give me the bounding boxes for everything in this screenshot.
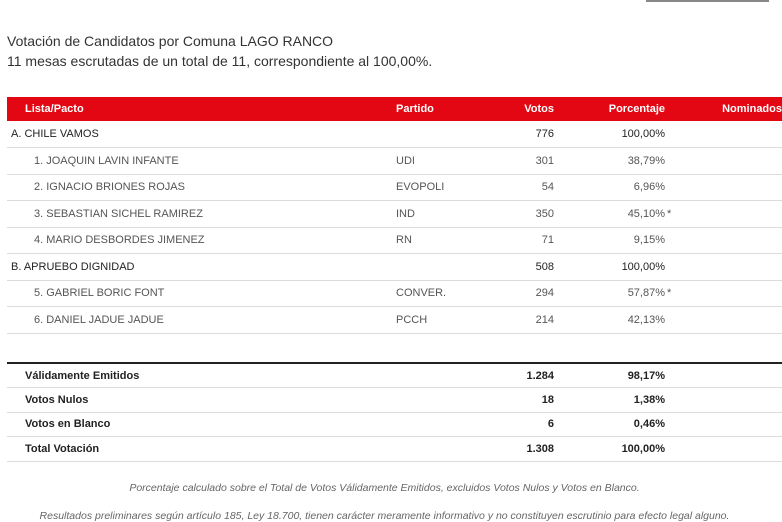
summary-row [7,437,782,462]
vote-percentage: 100,00% [556,254,667,281]
summary-votes: 1.308 [526,442,554,455]
candidate-name: 1. JOAQUIN LAVIN INFANTE [7,148,396,175]
summary-percentage: 1,38% [633,393,665,406]
vote-count: 301 [496,148,556,175]
party-name [396,121,496,148]
nominated-mark [667,174,782,201]
summary-empty [667,388,782,413]
vote-percentage: 45,10% [556,201,667,228]
percentage-note: Porcentaje calculado sobre el Total de Votos Válidamente Emitidos, excluidos Votos Nulos y Votos en Blanco. [129,482,640,494]
summary-empty [667,437,782,462]
top-scroll-indicator [646,0,769,2]
candidate-name: 3. SEBASTIAN SICHEL RAMIREZ [7,201,396,228]
page-title: Votación de Candidatos por Comuna LAGO RANCO [7,33,334,49]
candidate-name: 4. MARIO DESBORDES JIMENEZ [7,227,396,254]
nominated-mark [667,148,782,175]
summary-empty [667,363,782,388]
summary-row [7,412,782,437]
results-header-row [7,97,782,121]
party-name [396,254,496,281]
vote-percentage: 6,96% [556,174,667,201]
vote-count: 71 [496,227,556,254]
page-subtitle: 11 mesas escrutadas de un total de 11, correspondiente al 100,00%. [7,53,433,69]
party-name: IND [396,201,496,228]
party-name: UDI [396,148,496,175]
nominated-mark [667,254,782,281]
nominated-mark [667,121,782,148]
results-heading [7,31,432,71]
summary-percentage: 98,17% [627,369,665,382]
candidate-name: 2. IGNACIO BRIONES ROJAS [7,174,396,201]
summary-empty [667,412,782,437]
pact-row [7,254,782,281]
col-header-nominados[interactable]: Nominados [722,103,782,115]
vote-percentage: 9,15% [556,227,667,254]
party-name: CONVER. [396,280,496,307]
summary-label: Votos en Blanco [25,418,111,431]
vote-count: 54 [496,174,556,201]
legal-note: Resultados preliminares según artículo 185, Ley 18.700, tienen carácter meramente informativo y no constituyen escrutinio para efecto legal alguno. [39,510,730,522]
summary-body [7,363,782,461]
summary-row [7,363,782,388]
party-name: RN [396,227,496,254]
col-header-porcentaje[interactable]: Porcentaje [608,103,665,115]
vote-percentage: 57,87% [556,280,667,307]
results-body [7,121,782,333]
candidate-name: 6. DANIEL JADUE JADUE [7,307,396,334]
summary-percentage: 0,46% [633,418,665,431]
candidate-row [7,174,782,201]
col-header-votos[interactable]: Votos [524,103,554,115]
candidate-row [7,227,782,254]
summary-percentage: 100,00% [621,442,665,455]
col-header-partido[interactable]: Partido [396,103,434,115]
nominated-mark: * [667,201,782,228]
nominated-mark [667,307,782,334]
summary-votes: 1.284 [526,369,554,382]
summary-label: Total Votación [25,442,100,455]
party-name: EVOPOLI [396,174,496,201]
col-header-lista[interactable]: Lista/Pacto [25,103,84,115]
candidate-name: 5. GABRIEL BORIC FONT [7,280,396,307]
summary-row [7,388,782,413]
vote-count: 294 [496,280,556,307]
pact-name: A. CHILE VAMOS [7,121,396,148]
nominated-mark: * [667,280,782,307]
candidate-row [7,148,782,175]
vote-count: 350 [496,201,556,228]
candidate-row [7,201,782,228]
nominated-mark [667,227,782,254]
vote-count: 214 [496,307,556,334]
summary-votes: 18 [541,393,554,406]
summary-table [7,362,782,462]
candidate-row [7,280,782,307]
vote-count: 776 [496,121,556,148]
summary-votes: 6 [547,418,554,431]
pact-row [7,121,782,148]
vote-count: 508 [496,254,556,281]
summary-label: Votos Nulos [25,393,89,406]
summary-label: Válidamente Emitidos [25,369,140,382]
party-name: PCCH [396,307,496,334]
vote-percentage: 42,13% [556,307,667,334]
candidate-row [7,307,782,334]
vote-percentage: 38,79% [556,148,667,175]
vote-percentage: 100,00% [556,121,667,148]
results-table [7,97,782,334]
pact-name: B. APRUEBO DIGNIDAD [7,254,396,281]
